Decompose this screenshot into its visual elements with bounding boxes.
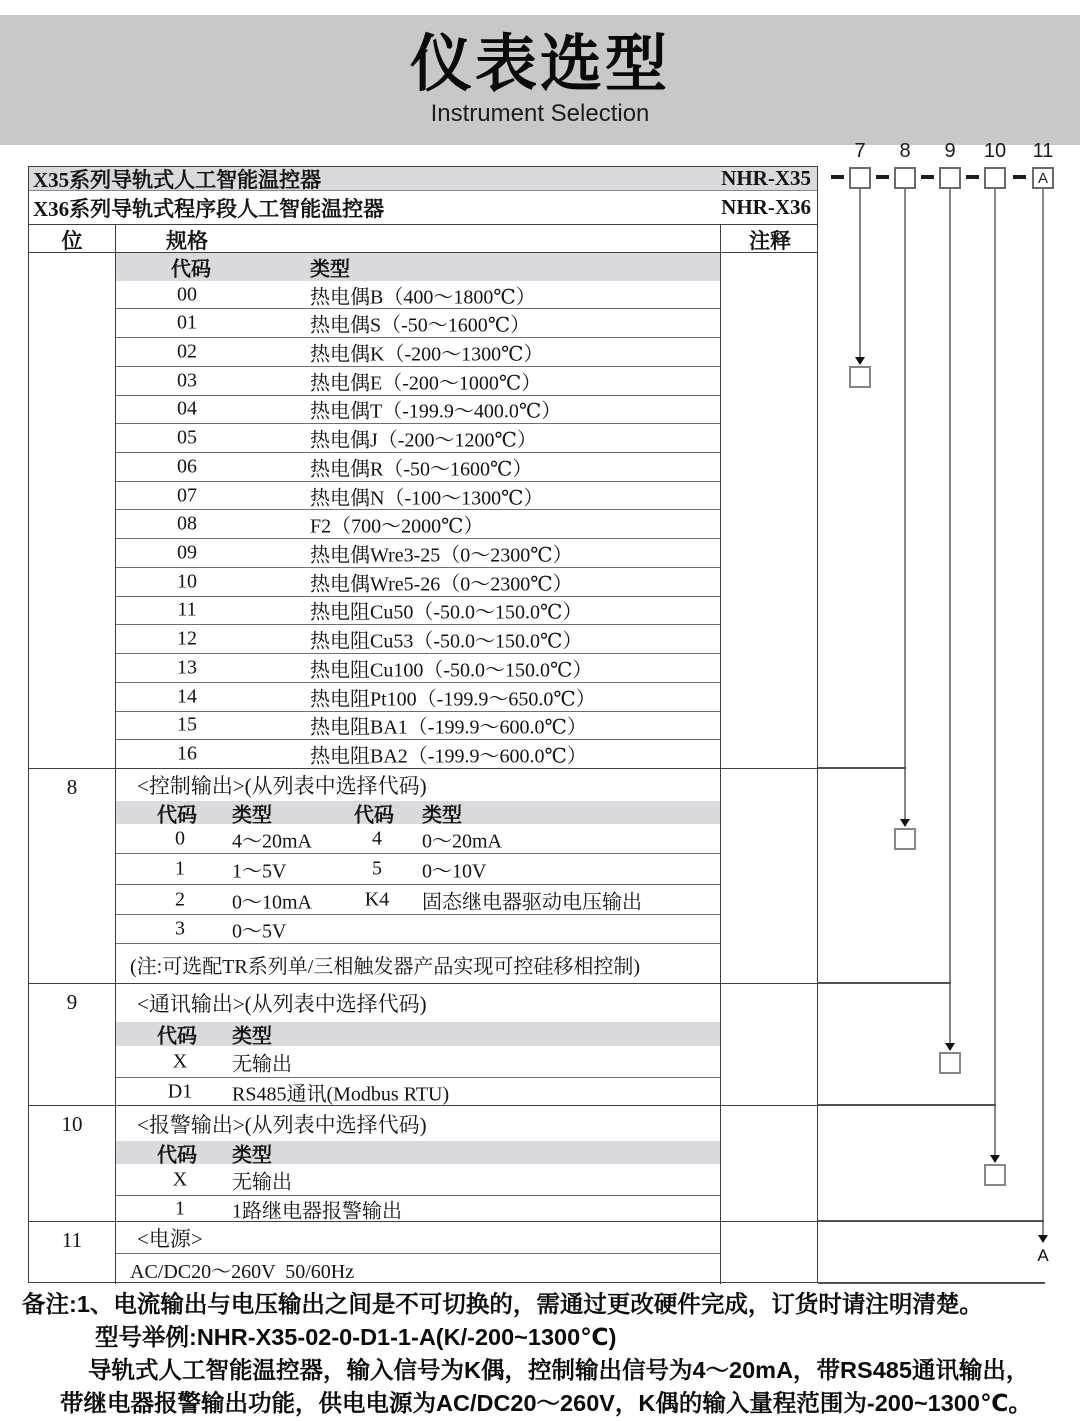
section-title: <电源> (137, 1226, 203, 1251)
section-note: (注:可选配TR系列单/三相触发器产品实现可控硅移相控制) (116, 943, 720, 984)
spec-row (116, 308, 720, 337)
code-cell: 5 (372, 857, 382, 880)
leader-line (859, 189, 861, 357)
spec-section (29, 984, 817, 1106)
sub-header-label: 类型 (422, 804, 462, 826)
type-cell: RS485通讯(Modbus RTU) (232, 1083, 450, 1106)
type-cell: 1路继电器报警输出 (232, 1200, 402, 1223)
code-cell: 0 (175, 827, 185, 849)
type-cell: 热电偶R（-50～1600℃） (310, 458, 533, 481)
fixed-code-label: A (1037, 1246, 1049, 1265)
spec-row (116, 711, 720, 740)
note-cell (721, 1222, 819, 1284)
product-model-x36: NHR-X36 (721, 195, 811, 219)
dash-separator (1013, 175, 1026, 179)
table-sections (29, 253, 817, 1284)
spec-row (116, 1164, 720, 1195)
dash-separator (921, 175, 934, 179)
leader-line (994, 189, 996, 1155)
type-cell: 无输出 (232, 1171, 292, 1193)
position-digit-cell (29, 253, 115, 768)
type-cell: 热电偶T（-199.9～400.0℃） (310, 400, 562, 423)
code-cell: 12 (177, 627, 197, 650)
code-cell: 04 (177, 397, 197, 420)
spec-row (116, 596, 720, 625)
type-cell: 热电阻Pt100（-199.9～650.0℃） (310, 688, 596, 711)
code-cell: 11 (177, 598, 197, 621)
spec-row: AC/DC20～260V 50/60Hz (116, 1253, 720, 1284)
product-row-x35 (29, 167, 817, 191)
code-box (894, 167, 916, 189)
code-cell: D1 (167, 1080, 193, 1103)
sub-header-row (116, 801, 720, 824)
product-name-x35: X35系列导轨式人工智能温控器 (33, 167, 322, 192)
type-cell: 0～10mA (232, 891, 312, 913)
spec-row (116, 395, 720, 424)
note-cell (721, 769, 819, 984)
section-leader-extension (818, 982, 951, 984)
page-title: 仪表选型 (409, 30, 670, 100)
product-row-x36 (29, 191, 817, 225)
type-cell: 固态继电器驱动电压输出 (422, 891, 642, 913)
type-cell: 热电偶E（-200～1000℃） (310, 372, 542, 395)
code-cell: 05 (177, 426, 197, 449)
footnote-line: 导轨式人工智能温控器，输入信号为K偶，控制输出信号为4～20mA，带RS485通讯输出， (88, 1357, 1030, 1383)
page-subtitle: Instrument Selection (430, 99, 650, 127)
spec-row (116, 884, 720, 914)
position-digit-cell: 8 (66, 775, 78, 799)
spec-row (116, 1046, 720, 1077)
spec-row (116, 624, 720, 653)
type-cell: 热电阻Cu100（-50.0～150.0℃） (310, 659, 593, 682)
sub-header-label: 类型 (232, 804, 272, 826)
type-cell: 热电阻BA2（-199.9～600.0℃） (310, 745, 587, 768)
spec-row (116, 1195, 720, 1222)
dash-separator (876, 175, 889, 179)
spec-row (116, 1077, 720, 1106)
spec-row (116, 423, 720, 452)
code-cell: K4 (364, 888, 390, 910)
type-cell: F2（700～2000℃） (310, 515, 484, 538)
code-cell: 09 (177, 541, 197, 564)
code-cell: 3 (175, 917, 185, 940)
type-cell: 热电阻BA1（-199.9～600.0℃） (310, 716, 587, 739)
code-box (939, 167, 961, 189)
sub-header-label: 代码 (157, 804, 197, 826)
spec-cell (115, 1106, 721, 1222)
code-digit-label: 9 (944, 140, 956, 162)
type-cell: 热电偶S（-50～1600℃） (310, 314, 531, 337)
type-cell: 0～20mA (422, 830, 502, 852)
spec-row (116, 366, 720, 395)
code-digit-label: 10 (983, 140, 1007, 162)
code-cell: 1 (175, 1197, 185, 1220)
sub-header-row (116, 1141, 720, 1164)
code-target-box (939, 1052, 961, 1074)
code-cell: 10 (177, 570, 197, 593)
type-cell: 热电偶B（400～1800℃） (310, 286, 536, 309)
header-spec: 规格 (115, 225, 721, 255)
spec-row (116, 509, 720, 538)
code-target-box (984, 1164, 1006, 1186)
section-leader-extension (818, 1282, 1045, 1284)
header-position: 位 (61, 229, 83, 253)
spec-row (116, 824, 720, 853)
spec-cell (115, 1222, 721, 1284)
spec-row (116, 481, 720, 510)
header-note: 注释 (749, 229, 791, 253)
code-cell: 03 (177, 369, 197, 392)
note-cell (721, 1106, 819, 1222)
code-cell: 01 (177, 311, 197, 334)
spec-row (116, 853, 720, 884)
spec-cell (115, 769, 721, 984)
section-leader-extension (818, 1104, 996, 1106)
sub-header-label: 类型 (310, 258, 350, 281)
section-leader-extension (818, 767, 906, 769)
product-name-x36: X36系列导轨式程序段人工智能温控器 (33, 196, 385, 221)
code-cell: 06 (177, 455, 197, 478)
spec-section (29, 769, 817, 984)
product-model-x35: NHR-X35 (721, 166, 811, 190)
dash-separator (966, 175, 979, 179)
code-target-box (849, 366, 871, 388)
arrow-down-icon (990, 1155, 1000, 1163)
spec-row (116, 538, 720, 567)
spec-row (116, 682, 720, 711)
sub-header-label: 代码 (171, 258, 211, 281)
code-cell: X (172, 1050, 188, 1072)
type-cell: 热电阻Cu50（-50.0～150.0℃） (310, 601, 583, 624)
spec-section (29, 1106, 817, 1222)
code-cell: 16 (177, 742, 197, 765)
code-cell: 13 (177, 656, 197, 679)
dash-separator (831, 175, 844, 179)
spec-row (116, 337, 720, 366)
code-box: A (1032, 167, 1054, 189)
arrow-down-icon (900, 819, 910, 827)
leader-line (904, 189, 906, 819)
footnote-line: 带继电器报警输出功能，供电电源为AC/DC20～260V，K偶的输入量程范围为-200~1300℃。 (60, 1390, 1032, 1416)
code-cell: 07 (177, 484, 197, 507)
leader-line (1042, 189, 1044, 1235)
type-cell: 热电偶N（-100～1300℃） (310, 487, 544, 510)
selection-table (28, 166, 818, 1283)
code-cell: 1 (175, 857, 185, 880)
spec-row (116, 281, 720, 309)
type-cell: 1～5V (232, 860, 287, 883)
sub-header-row (116, 1022, 720, 1046)
type-cell: 4～20mA (232, 830, 312, 852)
footnote-line: 备注:1、电流输出与电压输出之间是不可切换的，需通过更改硬件完成，订货时请注明清楚。 (22, 1291, 983, 1317)
type-cell: 热电偶J（-200～1200℃） (310, 429, 537, 452)
code-cell: 14 (177, 685, 197, 708)
code-cell: 02 (177, 340, 197, 363)
sub-header-label: 类型 (232, 1025, 272, 1048)
spec-row (116, 567, 720, 596)
spec-section (29, 253, 817, 769)
type-cell: 热电偶K（-200～1300℃） (310, 343, 544, 366)
page-banner (0, 15, 1080, 145)
code-cell: 15 (177, 713, 197, 736)
code-cell: 08 (177, 512, 197, 535)
spec-row (116, 452, 720, 481)
footnotes (22, 1288, 1072, 1420)
type-cell: 热电阻Cu53（-50.0～150.0℃） (310, 630, 583, 653)
code-digit-label: 7 (854, 140, 866, 162)
spec-cell (115, 984, 721, 1106)
type-cell: 无输出 (232, 1053, 292, 1075)
code-cell: 00 (177, 283, 197, 306)
position-digit-cell: 9 (66, 990, 78, 1014)
note-cell (721, 984, 819, 1106)
sub-header-label: 代码 (157, 1144, 197, 1166)
code-cell: 4 (372, 827, 382, 849)
spec-section (29, 1222, 817, 1284)
leader-line (949, 189, 951, 1043)
table-header-row (29, 225, 817, 253)
sub-header-row (116, 253, 720, 281)
sub-header-label: 代码 (157, 1025, 197, 1048)
footnote-line: 型号举例:NHR-X35-02-0-D1-1-A(K/-200~1300℃) (95, 1324, 617, 1350)
code-box (849, 167, 871, 189)
note-cell (721, 253, 819, 768)
spec-row (116, 653, 720, 682)
position-digit-cell: 10 (61, 1112, 83, 1136)
position-digit-cell: 11 (61, 1228, 83, 1252)
type-cell: 0～5V (232, 920, 287, 943)
code-target-box (894, 828, 916, 850)
arrow-down-icon (1038, 1235, 1048, 1243)
arrow-down-icon (945, 1043, 955, 1051)
section-title: <报警输出>(从列表中选择代码) (137, 1112, 427, 1137)
sub-header-label: 类型 (232, 1144, 272, 1166)
spec-row (116, 739, 720, 768)
code-cell: 2 (175, 888, 185, 910)
type-cell: 0～10V (422, 860, 487, 883)
section-title: <通讯输出>(从列表中选择代码) (137, 992, 427, 1016)
section-leader-extension (818, 1220, 1044, 1222)
spec-row (116, 914, 720, 943)
section-title: <控制输出>(从列表中选择代码) (137, 774, 427, 798)
arrow-down-icon (855, 357, 865, 365)
spec-cell (115, 253, 721, 768)
type-cell: 热电偶Wre3-25（0～2300℃） (310, 544, 573, 567)
code-digit-label: 11 (1032, 140, 1054, 162)
code-cell: X (172, 1168, 188, 1190)
sub-header-label: 代码 (354, 804, 394, 826)
code-box (984, 167, 1006, 189)
code-digit-label: 8 (899, 140, 911, 162)
type-cell: 热电偶Wre5-26（0～2300℃） (310, 573, 573, 596)
